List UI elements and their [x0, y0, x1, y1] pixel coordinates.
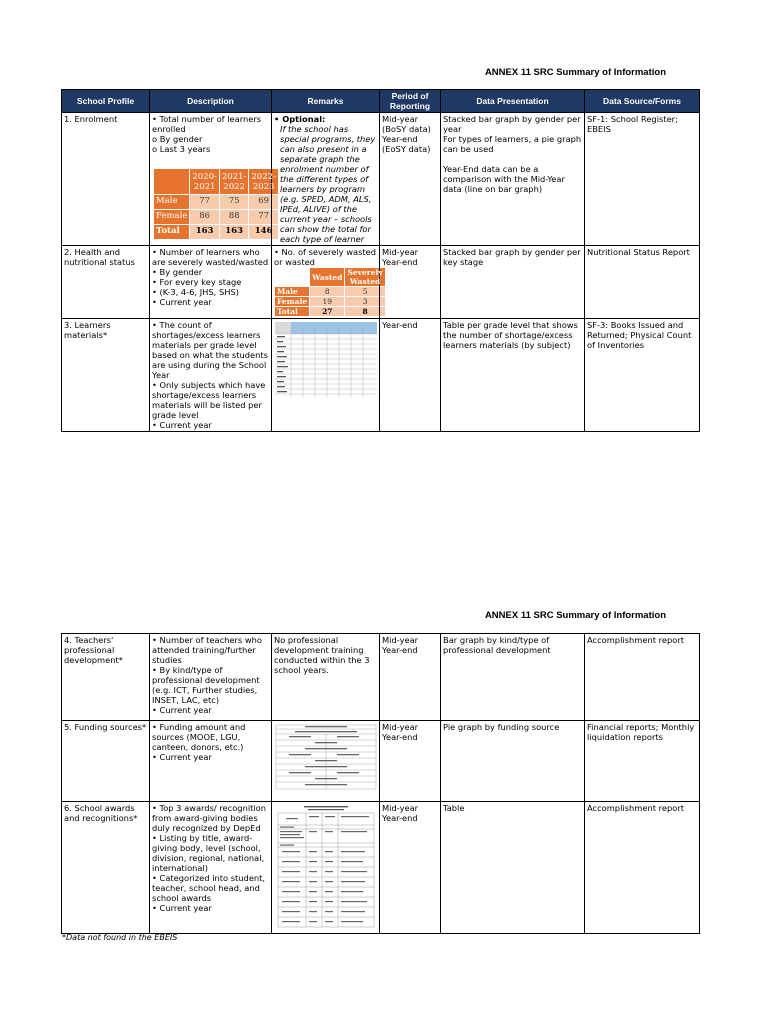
desc-line: • By kind/type of professional development (e.g. ICT, Further studies, INSET, LAC, etc) [152, 665, 260, 705]
header-school-profile: School Profile [62, 90, 150, 113]
presentation-line: Stacked bar graph by gender per year [443, 114, 581, 134]
desc-line: • Only subjects which have shortage/excess learners materials will be listed per grade level [152, 380, 266, 420]
desc-line: • Current year [152, 420, 212, 430]
desc-line: • Top 3 awards/ recognition from award-giving bodies duly recognized by DepEd [152, 803, 267, 833]
source-cell: SF-3: Books Issued and Returned; Physical Count of Inventories [585, 319, 700, 432]
profile-cell: 4. Teachers' professional development* [62, 634, 150, 721]
mini-value: 69 [249, 195, 279, 210]
mini-row-label: Female [275, 297, 310, 307]
description-cell [150, 721, 272, 802]
table-row-teachers [62, 634, 700, 721]
profile-cell: 2. Health and nutritional status [62, 246, 150, 319]
desc-line: • (K-3, 4-6, JHS, SHS) [152, 287, 239, 297]
table-row-awards [62, 802, 700, 934]
wasted-mini-table [274, 267, 386, 317]
desc-line: • Current year [152, 705, 212, 715]
mini-value: 75 [219, 195, 249, 210]
table-row-materials [62, 319, 700, 432]
mini-value: 3 [345, 297, 385, 307]
mini-value: 77 [249, 210, 279, 225]
remarks-cell [272, 721, 380, 802]
desc-line: • Number of learners who are severely wasted/wasted [152, 247, 269, 267]
profile-cell: 5. Funding sources* [62, 721, 150, 802]
mini-col-header: Wasted [310, 268, 345, 287]
period-cell: Mid-year (BoSY data) Year-end (EoSY data) [380, 113, 441, 246]
mini-corner [154, 169, 190, 195]
header-data-presentation: Data Presentation [441, 90, 585, 113]
presentation-line: Year-End data can be a comparison with the Mid-Year data (line on bar graph) [443, 164, 565, 194]
header-data-source: Data Source/Forms [585, 90, 700, 113]
desc-line: • Current year [152, 752, 212, 762]
mini-row-label: Total [154, 225, 190, 240]
remarks-label: • Optional: [274, 114, 326, 124]
description-cell [150, 319, 272, 432]
remarks-cell [272, 319, 380, 432]
mini-row-label: Male [275, 287, 310, 297]
period-cell: Mid-year Year-end [380, 802, 441, 934]
header-remarks: Remarks [272, 90, 380, 113]
source-cell: SF-1: School Register; EBEIS [585, 113, 700, 246]
mini-col-header: Severely Wasted [345, 268, 385, 287]
presentation-line: For types of learners, a pie graph can be used [443, 134, 582, 154]
table-row-funding [62, 721, 700, 802]
desc-line: • Listing by title, award-giving body, level (school, division, regional, national, international) [152, 833, 265, 873]
desc-line: • Funding amount and sources (MOOE, LGU, canteen, donors, etc.) [152, 722, 246, 752]
mini-value: 163 [190, 225, 220, 240]
presentation-cell: Pie graph by funding source [441, 721, 585, 802]
mini-value: 163 [219, 225, 249, 240]
table-row-enrolment [62, 113, 700, 246]
header-description: Description [150, 90, 272, 113]
profile-cell: 1. Enrolment [62, 113, 150, 246]
period-cell: Mid-year Year-end [380, 246, 441, 319]
mini-value: 77 [190, 195, 220, 210]
source-cell: Accomplishment report [585, 802, 700, 934]
desc-line: o By gender [152, 134, 203, 144]
remarks-cell [272, 246, 383, 319]
mini-value: 27 [310, 307, 345, 317]
source-cell: Accomplishment report [585, 634, 700, 721]
awards-table-thumbnail [276, 805, 376, 929]
presentation-cell: Table per grade level that shows the number of shortage/excess learners materials (by subject) [441, 319, 585, 432]
source-cell: Nutritional Status Report [585, 246, 700, 319]
presentation-cell: Table [441, 802, 585, 934]
mini-row-label: Total [275, 307, 310, 317]
remarks-cell [272, 113, 380, 246]
mini-value: 5 [345, 287, 385, 297]
header-period: Period of Reporting [380, 90, 441, 113]
remarks-cell: No professional development training conducted within the 3 school years. [272, 634, 380, 721]
remarks-text: If the school has special programs, they can also present in a separate graph the enrolment number of the different types of learners by program (e.g. SPED, ADM, ALS, IPEd, ALIVE) of the current year – schools can show the total for each type of learner [280, 124, 376, 244]
source-cell: Financial reports; Monthly liquidation reports [585, 721, 700, 802]
mini-row-label: Female [154, 210, 190, 225]
table-row-health [62, 246, 700, 319]
footnote: *Data not found in the EBEIS [62, 933, 178, 942]
profile-cell: 3. Learners materials* [62, 319, 150, 432]
mini-row-label: Male [154, 195, 190, 210]
mini-value: 8 [345, 307, 385, 317]
remarks-cell [272, 802, 380, 934]
desc-line: • Current year [152, 903, 212, 913]
mini-value: 8 [310, 287, 345, 297]
annex-title-page2: ANNEX 11 SRC Summary of Information [484, 610, 666, 621]
description-cell [150, 113, 276, 246]
mini-year: 2021-2022 [219, 169, 249, 195]
mini-value: 146 [249, 225, 279, 240]
desc-line: • Total number of learners enrolled [152, 114, 262, 134]
description-cell [150, 802, 272, 934]
mini-value: 86 [190, 210, 220, 225]
mini-year: 2022-2023 [249, 169, 279, 195]
mini-year: 2020-2021 [190, 169, 220, 195]
remarks-text: • No. of severely wasted or wasted [274, 247, 377, 267]
desc-line: • The count of shortages/excess learners materials per grade level based on what the students are using during the School Year [152, 320, 268, 380]
presentation-cell: Bar graph by kind/type of professional development [441, 634, 585, 721]
learner-materials-table-thumbnail [275, 322, 377, 398]
mini-value: 88 [219, 210, 249, 225]
description-cell [150, 246, 272, 319]
profile-cell: 6. School awards and recognitions* [62, 802, 150, 934]
desc-line: • Current year [152, 297, 212, 307]
summary-table-page2 [61, 633, 700, 934]
funding-table-thumbnail [275, 724, 377, 790]
mini-corner [275, 268, 310, 287]
enrolment-mini-table [153, 168, 279, 240]
period-cell: Mid-year Year-end [380, 634, 441, 721]
presentation-cell [441, 113, 585, 246]
desc-line: • Number of teachers who attended training/further studies [152, 635, 262, 665]
period-cell: Year-end [380, 319, 441, 432]
mini-value: 19 [310, 297, 345, 307]
presentation-cell: Stacked bar graph by gender per key stage [441, 246, 585, 319]
annex-title-page1: ANNEX 11 SRC Summary of Information [484, 67, 666, 78]
period-cell: Mid-year Year-end [380, 721, 441, 802]
desc-line: • Categorized into student, teacher, school head, and school awards [152, 873, 266, 903]
header-row [62, 90, 700, 113]
desc-line: o Last 3 years [152, 144, 211, 154]
description-cell [150, 634, 272, 721]
summary-table-page1 [61, 89, 700, 432]
desc-line: • For every key stage [152, 277, 242, 287]
desc-line: • By gender [152, 267, 203, 277]
